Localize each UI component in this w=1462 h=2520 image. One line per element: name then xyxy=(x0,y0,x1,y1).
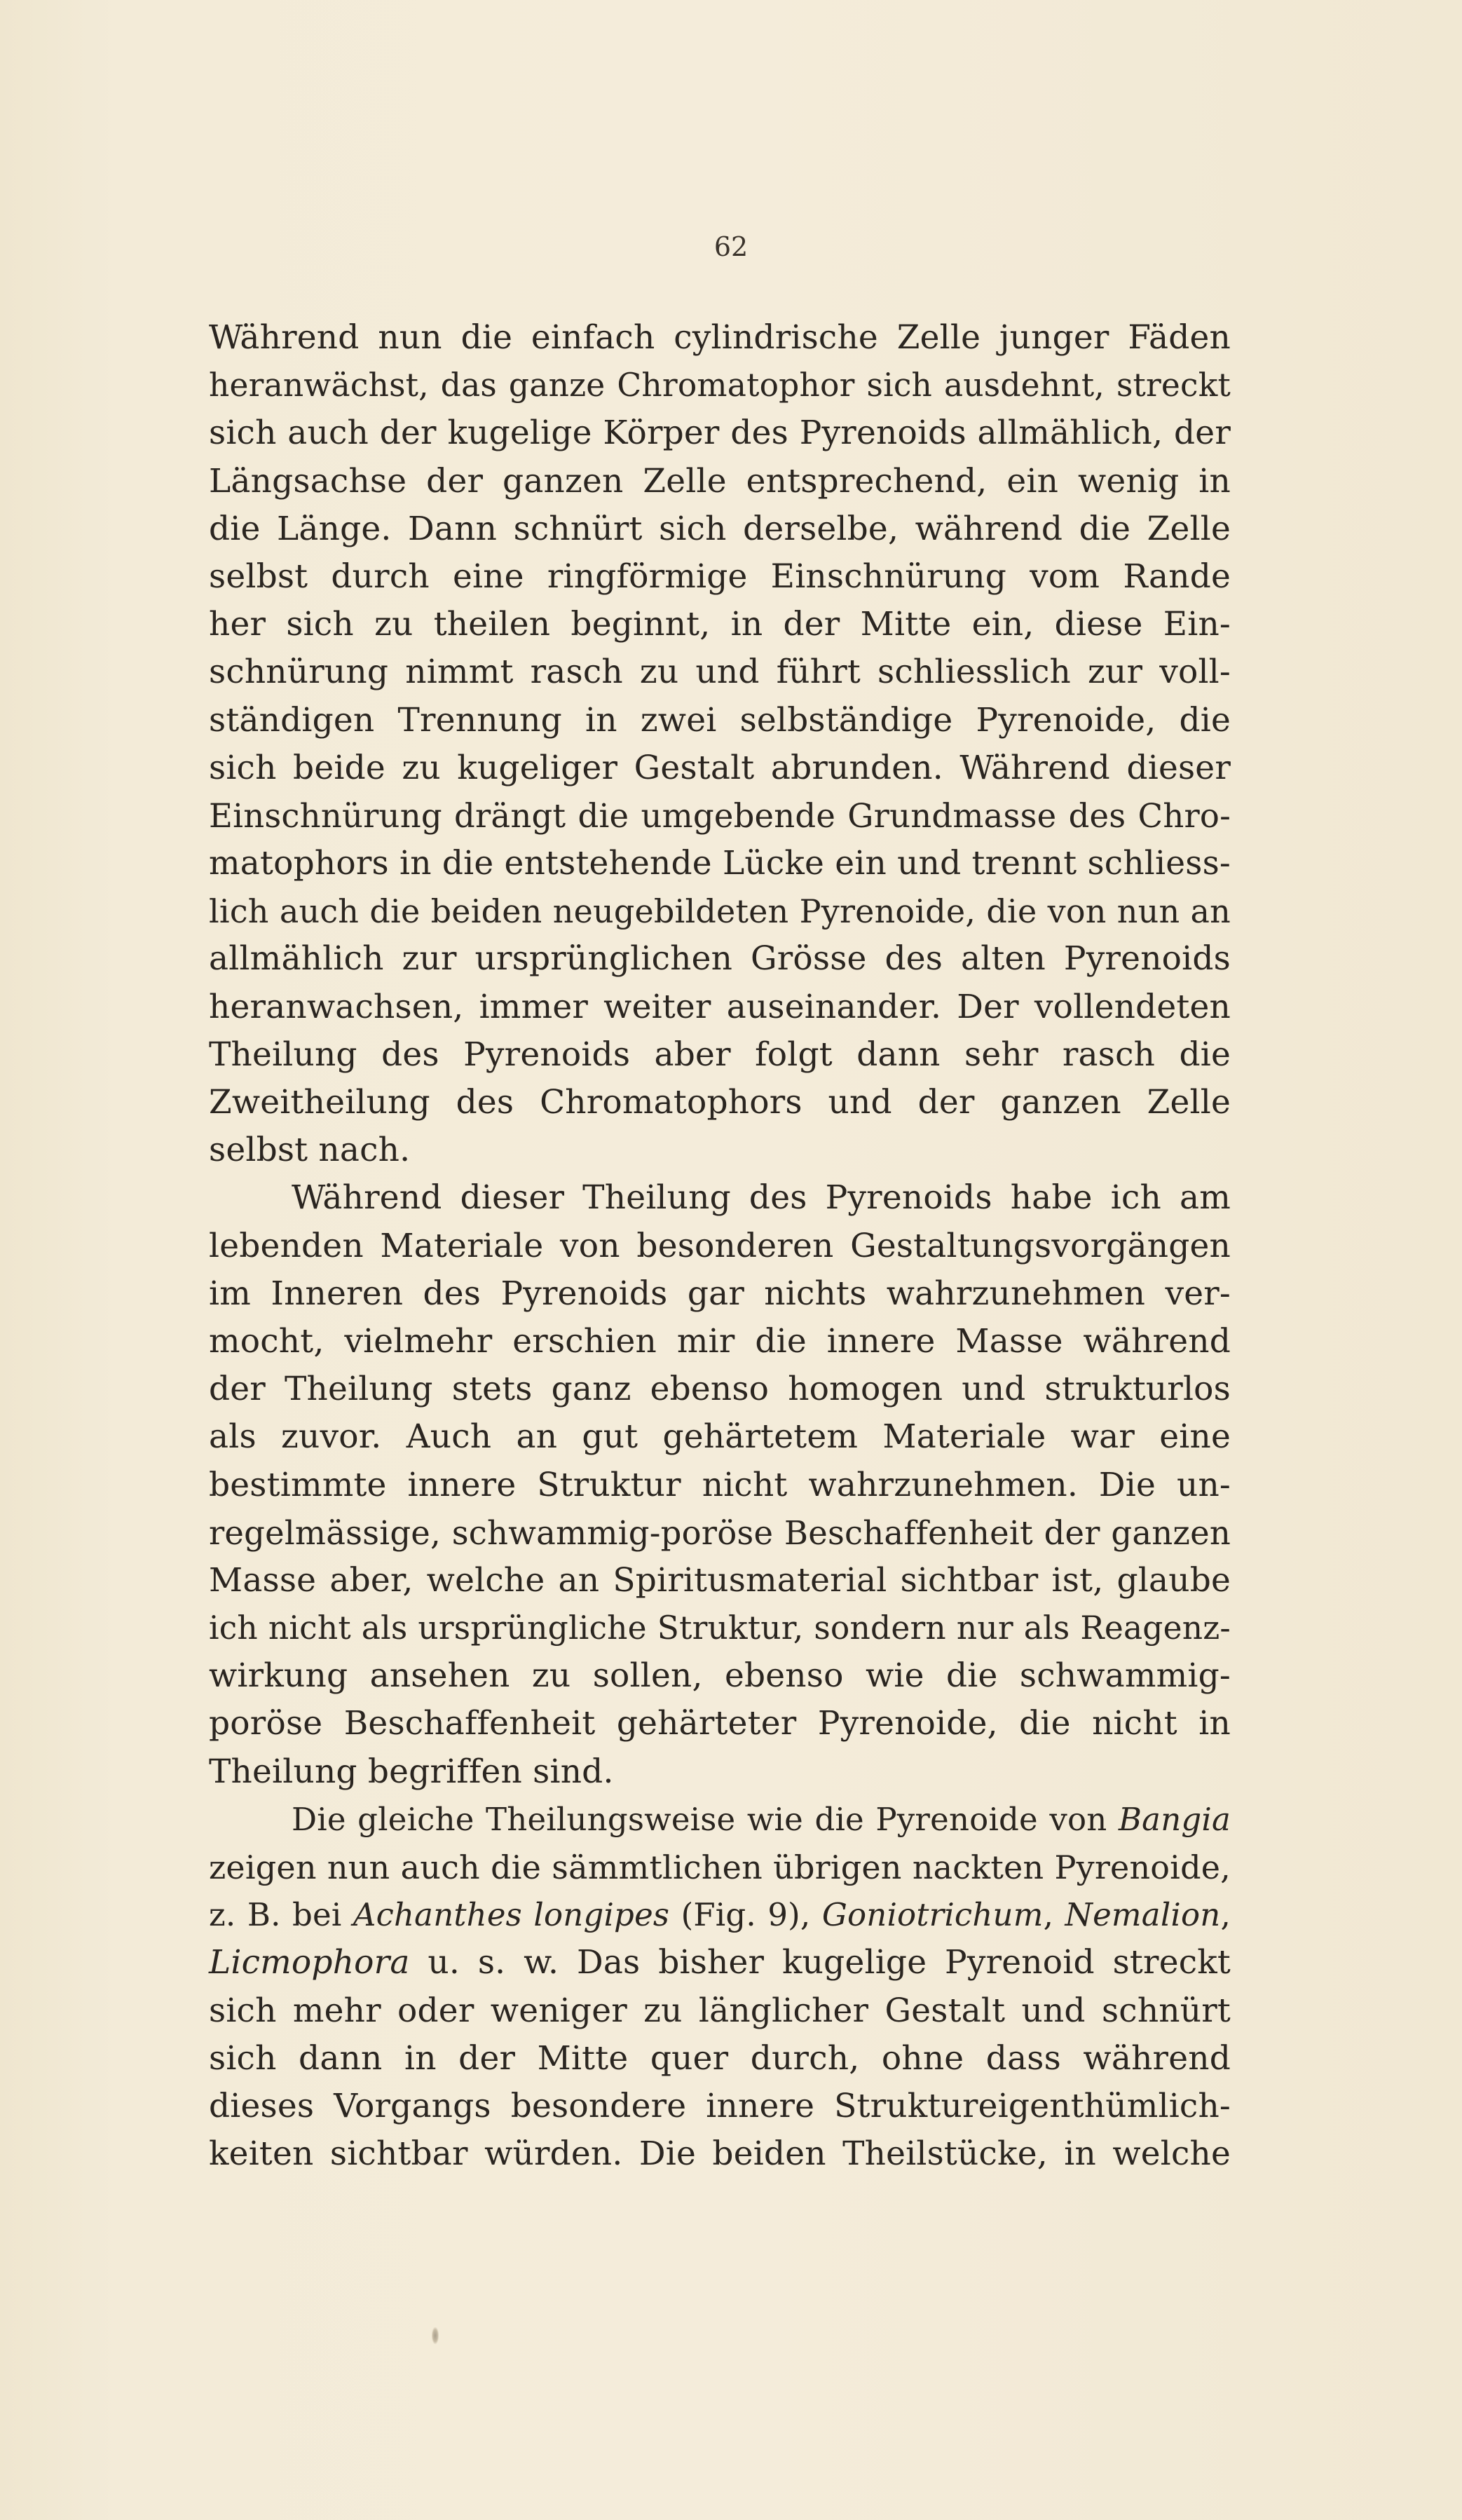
text-line: Längsachse der ganzen Zelle entsprechend, ein wenig in xyxy=(209,461,1231,500)
taxon-name: Licmophora xyxy=(209,1943,410,1982)
body-text xyxy=(209,314,1231,2178)
text-line xyxy=(209,1939,1231,1987)
text-line xyxy=(209,1796,1231,1844)
taxon-name: Achanthes longipes xyxy=(353,1896,670,1934)
text-line: regelmässige, schwammig-poröse Beschaffenheit der ganzen xyxy=(209,1513,1231,1552)
text-line: als zuvor. Auch an gut gehärtetem Materiale war eine xyxy=(209,1417,1231,1457)
text-line: dieses Vorgangs besondere innere Struktureigenthümlich- xyxy=(209,2086,1231,2125)
text-line xyxy=(209,1891,1231,1939)
page-number: 62 xyxy=(713,231,749,262)
text-line: ich nicht als ursprüngliche Struktur, sondern nur als Reagenz- xyxy=(209,1609,1231,1647)
text-line: poröse Beschaffenheit gehärteter Pyrenoide, die nicht in xyxy=(209,1704,1231,1743)
text-span: , xyxy=(1220,1896,1231,1934)
text-line: Zweitheilung des Chromatophors und der ganzen Zelle xyxy=(209,1083,1231,1122)
text-line: heranwachsen, immer weiter auseinander. Der vollendeten xyxy=(209,987,1231,1026)
text-line: Während dieser Theilung des Pyrenoids habe ich am xyxy=(292,1178,1231,1218)
text-line: der Theilung stets ganz ebenso homogen und strukturlos xyxy=(209,1370,1231,1409)
text-line: Während nun die einfach cylindrische Zelle junger Fäden xyxy=(209,318,1231,357)
text-line: ständigen Trennung in zwei selbständige Pyrenoide, die xyxy=(209,700,1231,740)
text-line: lich auch die beiden neugebildeten Pyrenoide, die von nun an xyxy=(209,892,1231,931)
text-line: zeigen nun auch die sämmtlichen übrigen nackten Pyrenoide, xyxy=(209,1848,1231,1886)
text-line: lebenden Materiale von besonderen Gestaltungsvorgängen xyxy=(209,1226,1231,1265)
text-line: Theilung begriffen sind. xyxy=(209,1752,614,1791)
text-line: Einschnürung drängt die umgebende Grundmasse des Chro- xyxy=(209,796,1231,835)
text-line: schnürung nimmt rasch zu und führt schliesslich zur voll- xyxy=(209,653,1231,692)
text-line: bestimmte innere Struktur nicht wahrzunehmen. Die un- xyxy=(209,1465,1231,1504)
text-span: u. s. w. Das bisher kugelige Pyrenoid streckt xyxy=(409,1943,1231,1982)
text-line: Theilung des Pyrenoids aber folgt dann sehr rasch die xyxy=(209,1035,1231,1074)
text-line: sich auch der kugelige Körper des Pyrenoids allmählich, der xyxy=(209,414,1231,453)
text-span: z. B. bei xyxy=(209,1896,353,1934)
text-line: selbst durch eine ringförmige Einschnürung vom Rande xyxy=(209,557,1231,596)
text-line: sich mehr oder weniger zu länglicher Gestalt und schnürt xyxy=(209,1991,1231,2030)
text-line: allmählich zur ursprünglichen Grösse des alten Pyrenoids xyxy=(209,939,1231,979)
text-line: matophors in die entstehende Lücke ein und trennt schliess- xyxy=(209,844,1231,883)
taxon-name: Goniotrichum xyxy=(821,1896,1044,1934)
text-line: die Länge. Dann schnürt sich derselbe, während die Zelle xyxy=(209,509,1231,548)
text-line: sich beide zu kugeliger Gestalt abrunden. Während dieser xyxy=(209,748,1231,787)
text-line: im Inneren des Pyrenoids gar nichts wahrzunehmen ver- xyxy=(209,1274,1231,1313)
text-line: heranwächst, das ganze Chromatophor sich ausdehnt, streckt xyxy=(209,367,1231,404)
text-span: , xyxy=(1043,1896,1065,1934)
text-span: Die gleiche Theilungsweise wie die Pyrenoide von xyxy=(292,1800,1119,1838)
text-line: selbst nach. xyxy=(209,1131,411,1170)
text-line: sich dann in der Mitte quer durch, ohne dass während xyxy=(209,2038,1231,2078)
text-line: keiten sichtbar würden. Die beiden Theilstücke, in welche xyxy=(209,2134,1231,2174)
text-line: wirkung ansehen zu sollen, ebenso wie die schwammig- xyxy=(209,1656,1231,1696)
taxon-name: Bangia xyxy=(1118,1800,1231,1838)
text-line: her sich zu theilen beginnt, in der Mitte ein, diese Ein- xyxy=(209,605,1231,644)
taxon-name: Nemalion xyxy=(1065,1896,1221,1934)
text-span: (Fig. 9), xyxy=(669,1896,822,1934)
paper-speck xyxy=(432,2327,439,2344)
text-line: Masse aber, welche an Spiritusmaterial sichtbar ist, glaube xyxy=(209,1560,1231,1600)
text-line: mocht, vielmehr erschien mir die innere Masse während xyxy=(209,1321,1231,1361)
